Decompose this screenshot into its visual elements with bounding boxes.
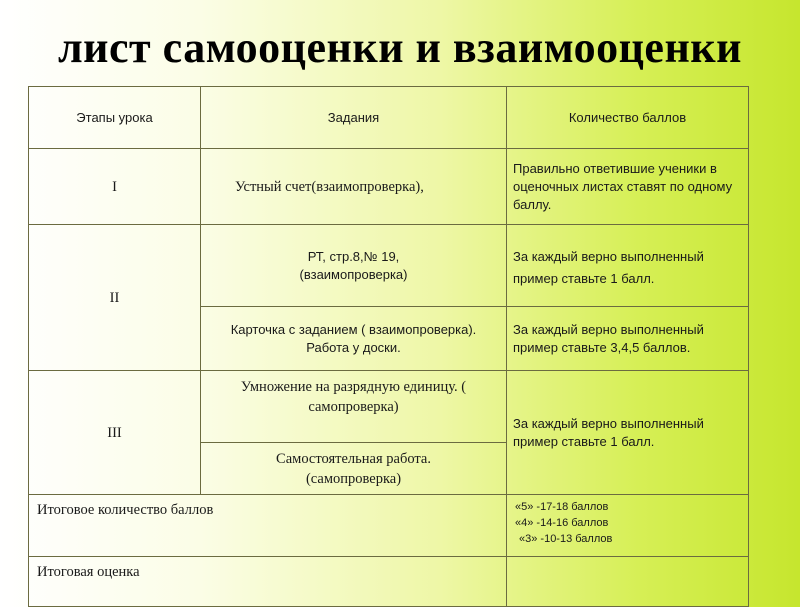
task-cell: Устный счет(взаимопроверка), [201,149,507,225]
table-row [29,225,749,307]
task-cell: Умножение на разрядную единицу. ( самопроверка) [201,371,507,443]
header-tasks: Задания [201,87,507,149]
total-label: Итоговое количество баллов [29,495,507,557]
stage-label: I [29,149,201,225]
total-row [29,495,749,557]
points-cell: За каждый верно выполненный пример ставьте 3,4,5 баллов. [507,307,749,371]
assessment-table [28,86,749,607]
points-cell: Правильно ответившие ученики в оценочных листах ставят по одному баллу. [507,149,749,225]
header-row [29,87,749,149]
final-label: Итоговая оценка [29,557,507,607]
grade-line: «5» -17-18 баллов [515,501,609,513]
table-row [29,371,749,443]
page-title: лист самооценки и взаимооценки [57,23,743,72]
final-row [29,557,749,607]
table-row [29,149,749,225]
points-cell: За каждый верно выполненный пример ставьте 1 балл. [507,225,749,307]
header-points: Количество баллов [507,87,749,149]
grade-line: «4» -14-16 баллов [515,517,609,529]
grade-line: «3» -10-13 баллов [519,533,613,545]
task-cell: РТ, стр.8,№ 19, (взаимопроверка) [201,225,507,307]
stage-label: III [29,371,201,495]
points-cell: За каждый верно выполненный пример ставьте 1 балл. [507,371,749,495]
header-stages: Этапы урока [29,87,201,149]
task-cell: Самостоятельная работа. (самопроверка) [201,443,507,495]
final-grade-cell [507,557,749,607]
task-cell: Карточка с заданием ( взаимопроверка). Работа у доски. [201,307,507,371]
stage-label: II [29,225,201,371]
grading-scale [507,495,749,557]
